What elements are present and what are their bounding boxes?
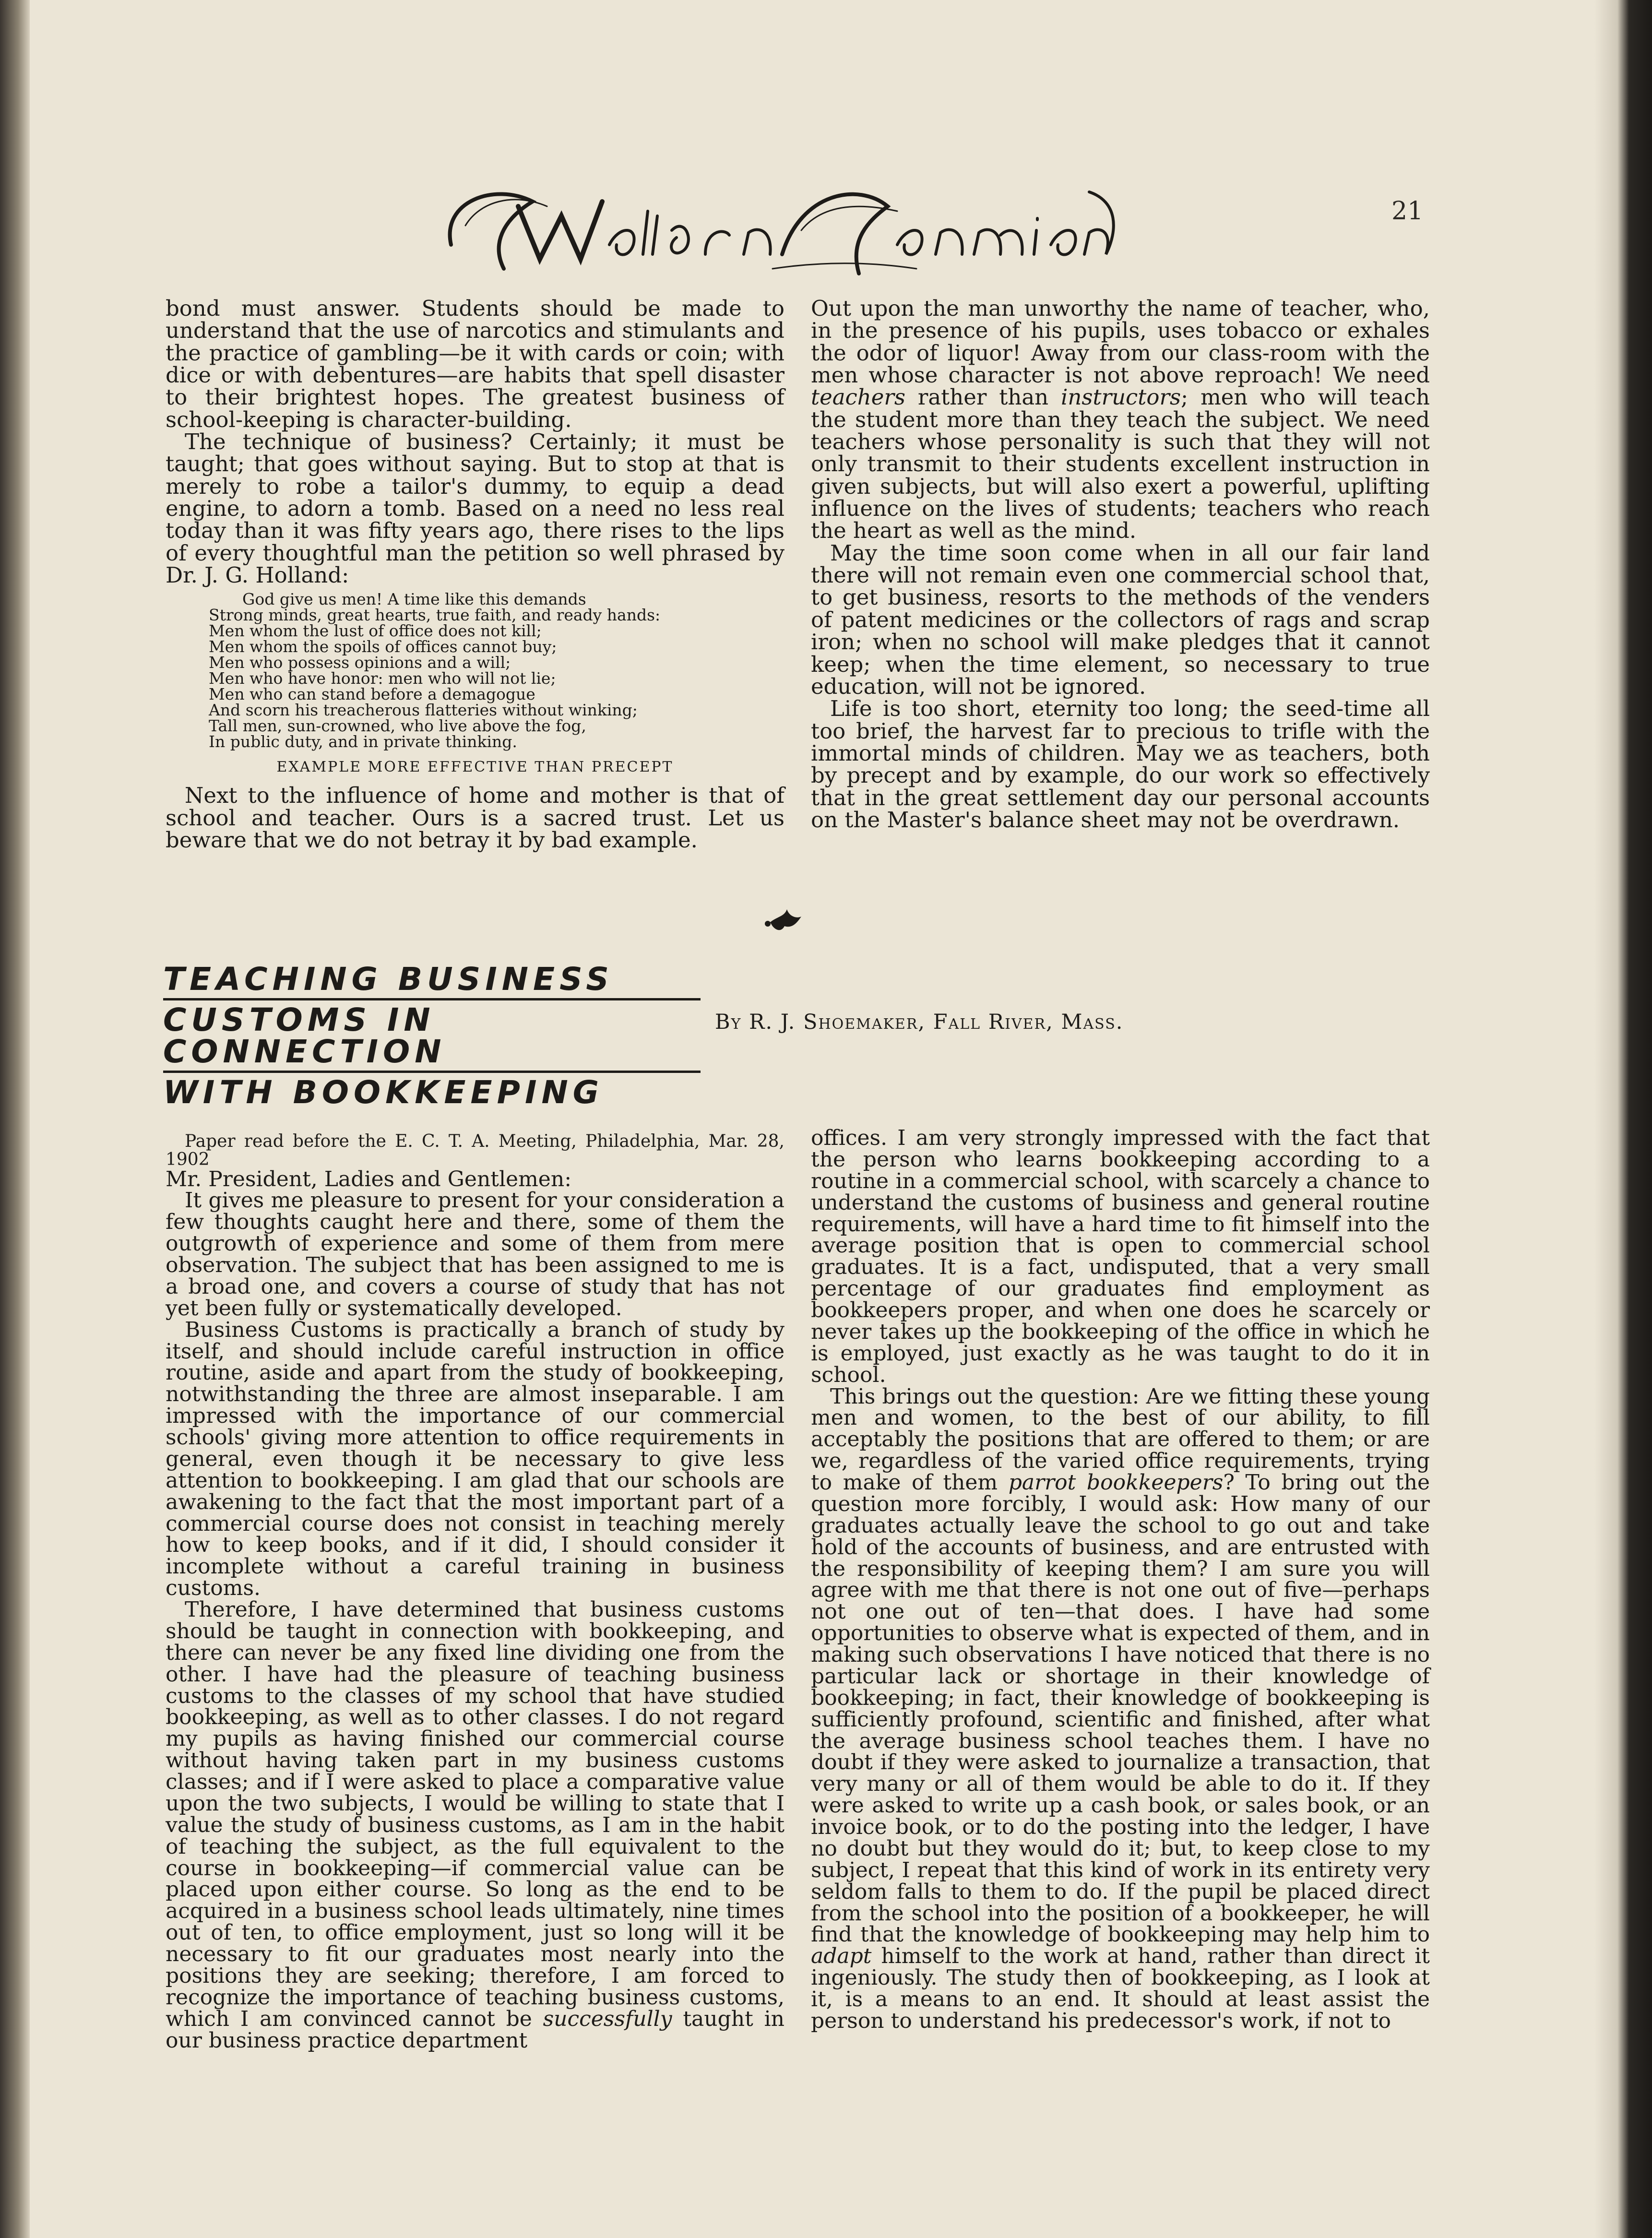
column-top-left — [166, 298, 784, 851]
masthead-logo — [437, 173, 1118, 283]
poem-quote — [209, 591, 784, 750]
emphasis: teachers — [811, 384, 905, 410]
column-bottom-left — [166, 1132, 784, 2051]
page-binding — [0, 0, 30, 2238]
emphasis: parrot bookkeepers — [1008, 1470, 1224, 1495]
poem-line: Men whom the lust of office does not kill; — [209, 621, 542, 641]
column-bottom-right — [811, 1128, 1430, 2032]
column-top-right — [811, 298, 1430, 831]
page-number: 21 — [1391, 197, 1424, 226]
poem-line: Men who possess opinions and a will; — [209, 653, 511, 672]
poem-line: Men who have honor: men who will not lie; — [209, 669, 556, 688]
title-line: WITH BOOKKEEPING — [163, 1074, 604, 1111]
title-line: CUSTOMS IN CONNECTION — [163, 1000, 701, 1073]
western-penman-logo — [437, 173, 1118, 283]
poem-line: Tall men, sun-crowned, who live above the fog, — [209, 716, 586, 736]
poem-line: Men who can stand before a demagogue — [209, 685, 535, 704]
emphasis: adapt — [811, 1944, 872, 1969]
leaf-ornament-icon — [758, 902, 806, 936]
article-title — [163, 960, 701, 1111]
paragraph: The technique of business? Certainly; it must be taught; that goes without saying. But to stop at that is merely to robe a tailor's dummy, to equip a dead engine, to adorn a tomb. Based on a need no less real today than it was fifty years ago, there rises to the lips of every thoughtful man the petition so well phrased by Dr. J. G. Holland: — [166, 429, 784, 588]
salutation: Mr. President, Ladies and Gentlemen: — [166, 1167, 572, 1191]
article-byline: By R. J. Shoemaker, Fall River, Mass. — [715, 1010, 1124, 1034]
poem-line: In public duty, and in private thinking. — [209, 732, 517, 751]
section-subhead: EXAMPLE MORE EFFECTIVE THAN PRECEPT — [276, 759, 674, 776]
paragraph: bond must answer. Students should be made to understand that the use of narcotics and stimulants and the practice of gambling—be it with cards or coin; with dice or with debentures—are habits that spell disaster to their brightest hopes. The greatest business of school-keeping is character-building. — [166, 296, 784, 432]
title-line: TEACHING BUSINESS — [163, 960, 701, 1000]
paragraph: offices. I am very strongly impressed with the fact that the person who learns bookkeeping according to a routine in a commercial school, with scarcely a chance to understand the customs of business and general routine requirements, will have a hard time to fit himself into the average position that is open to commercial school graduates. It is a fact, undisputed, that a very small percentage of our graduates find employment as bookkeepers proper, and when one does he scarcely or never takes up the bookkeeping of the office in which he is employed, just exactly as he was taught to do it in school. — [811, 1126, 1430, 1387]
paragraph: Therefore, I have determined that business customs should be taught in connection with bookkeeping, and there can never be any fixed line dividing one from the other. I have had the pleasure of teaching business customs to the classes of my school that have studied bookkeeping, as well as to other classes. I do not regard my pupils as having finished our commercial course without having taken part in my business customs classes; and if I were asked to place a comparative value upon the two subjects, I would be willing to state that I value the study of business customs, as I am in the habit of teaching the subject, as the full equivalent to the course in bookkeeping—if commercial value can be placed upon either course. So long as the end to be acquired in a business school leads ultimately, nine times out of ten, to office employment, just so long will it be necessary to fit our graduates most nearly into the positions they are seeking; therefore, I am forced to recognize the importance of teaching business customs, which I am convinced cannot be successfully taught in our business practice department — [166, 1597, 784, 2053]
paragraph: Out upon the man unworthy the name of teacher, who, in the presence of his pupils, uses tobacco or exhales the odor of liquor! Away from our class-room with the men whose character is not above reproach! We need teachers rather than instructors; men who will teach the student more than they teach the subject. We need teachers whose personality is such that they will not only transmit to their students excellent instruction in given subjects, but will also exert a powerful, uplifting influence on the lives of students; teachers who reach the heart as well as the mind. — [811, 296, 1430, 544]
paragraph: Life is too short, eternity too long; the seed-time all too brief, the harvest far to precious to trifle with the immortal minds of children. May we as teachers, both by precept and by example, do our work so effectively that in the great settlement day our personal accounts on the Master's balance sheet may not be overdrawn. — [811, 696, 1430, 833]
paragraph: May the time soon come when in all our fair land there will not remain even one commercial school that, to get business, resorts to the methods of the venders of patent medicines or the collectors of rags and scrap iron; when no school will make pledges that it cannot keep; when the time element, so necessary to true education, will not be ignored. — [811, 540, 1430, 699]
paragraph: Business Customs is practically a branch of study by itself, and should include careful instruction in office routine, aside and apart from the study of bookkeeping, notwithstanding the three are almost inseparable. I am impressed with the importance of our commercial schools' giving more attention to office requirements in general, even though it be necessary to give less attention to bookkeeping. I am glad that our schools are awakening to the fact that the most important part of a commercial course does not consist in teaching merely how to keep books, and if it did, I should consider it incomplete without a careful training in business customs. — [166, 1317, 784, 1601]
page-edge — [1594, 0, 1652, 2238]
poem-line: And scorn his treacherous flatteries without winking; — [209, 701, 638, 720]
emphasis: successfully — [543, 2006, 672, 2031]
poem-line: God give us men! A time like this demands — [242, 590, 586, 609]
poem-line: Men whom the spoils of offices cannot buy; — [209, 637, 557, 656]
emphasis: instructors — [1061, 384, 1181, 410]
paragraph: Next to the influence of home and mother is that of school and teacher. Ours is a sacred trust. Let us beware that we do not betray it by bad example. — [166, 783, 784, 853]
poem-line: Strong minds, great hearts, true faith, and ready hands: — [209, 606, 661, 625]
paragraph: It gives me pleasure to present for your consideration a few thoughts caught here and there, some of them the outgrowth of experience and some of them from mere observation. The subject that has been assigned to me is a broad one, and covers a course of study that has not yet been fully or systematically developed. — [166, 1188, 784, 1321]
footnote: Paper read before the E. C. T. A. Meeting, Philadelphia, Mar. 28, 1902 — [166, 1131, 784, 1169]
paragraph: This brings out the question: Are we fitting these young men and women, to the best of our ability, to fill acceptably the positions that are offered to them; or are we, regardless of the varied office requirements, trying to make of them parrot bookkeepers? To bring out the question more forcibly, I would ask: How many of our graduates actually leave the school to go out and take hold of the accounts of business, and are entrusted with the responsibility of keeping them? I am sure you will agree with me that there is not one out of five—perhaps not one out of ten—that does. I have had some opportunities to observe what is expected of them, and in making such observations I have noticed that there is no particular lack or shortage in their knowledge of bookkeeping; in fact, their knowledge of bookkeeping is sufficiently profound, scientific and finished, after what the average business school teaches them. I have no doubt if they were asked to journalize a transaction, that very many or all of them would be able to do it. If they were asked to write up a cash book, or sales book, or an invoice book, or to do the posting into the ledger, I have no doubt but they would do it; but, to keep close to my subject, I repeat that this kind of work in its entirety very seldom falls to them to do. If the pupil be placed direct from the school into the position of a bookkeeper, he will find that the knowledge of bookkeeping may help him to adapt himself to the work at hand, rather than direct it ingeniously. The study then of bookkeeping, as I look at it, is a means to an end. It should at least assist the person to understand his predecessor's work, if not to — [811, 1384, 1430, 2033]
